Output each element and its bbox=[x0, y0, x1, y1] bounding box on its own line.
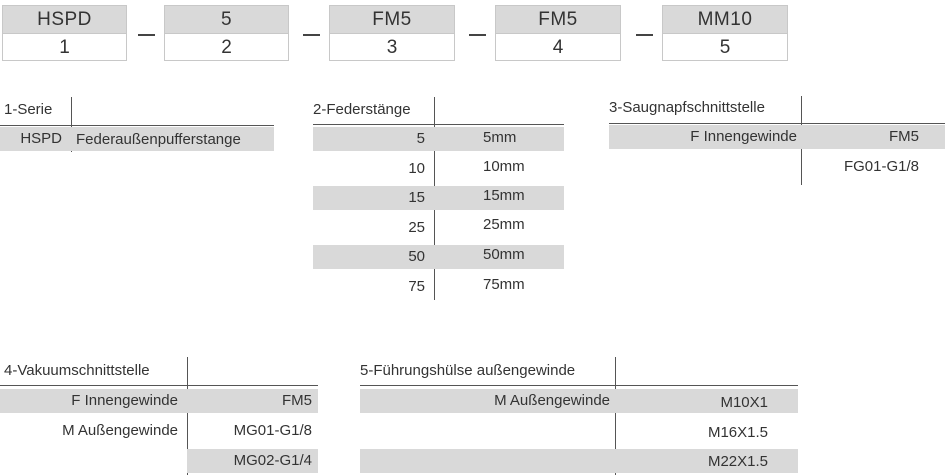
interface-code: FM5 bbox=[889, 128, 919, 145]
table-header-line bbox=[609, 123, 945, 124]
guide-sleeve-code: M16X1.5 bbox=[707, 424, 768, 441]
table-header-line bbox=[313, 124, 564, 125]
order-code-position: 2 bbox=[221, 37, 232, 58]
spring-rod-table-title: 2-Federstänge bbox=[313, 101, 411, 118]
suction-cup-interface-title: 3-Saugnapfschnittstelle bbox=[609, 99, 765, 116]
interface-code: MG02-G1/4 bbox=[233, 452, 312, 469]
spring-rod-code: 10 bbox=[408, 160, 425, 177]
guide-sleeve-code: M10X1 bbox=[720, 394, 768, 411]
spring-rod-length: 25mm bbox=[483, 216, 525, 233]
spring-rod-length: 15mm bbox=[483, 187, 525, 204]
interface-type: F Innengewinde bbox=[71, 392, 178, 409]
order-code-value: HSPD bbox=[3, 6, 126, 34]
code-separator-dash bbox=[303, 34, 320, 36]
order-code-box-1 bbox=[2, 5, 127, 61]
guide-sleeve-title: 5-Führungshülse außengewinde bbox=[360, 362, 576, 379]
interface-code: MG01-G1/8 bbox=[233, 422, 312, 439]
series-table-title: 1-Serie bbox=[4, 101, 53, 118]
order-code-value: 5 bbox=[165, 6, 288, 34]
order-code-position: 3 bbox=[386, 37, 398, 58]
order-code-position: 4 bbox=[552, 37, 564, 58]
spring-rod-length: 75mm bbox=[483, 276, 525, 293]
spring-rod-code: 75 bbox=[408, 278, 425, 295]
table-header-line bbox=[0, 385, 318, 386]
interface-code: FG01-G1/8 bbox=[843, 158, 919, 175]
spring-rod-code: 15 bbox=[408, 189, 425, 206]
interface-code: FM5 bbox=[282, 392, 312, 409]
order-code-box-2 bbox=[164, 5, 289, 61]
code-separator-dash bbox=[469, 34, 486, 36]
order-code-value: FM5 bbox=[496, 6, 620, 34]
order-code-value: MM10 bbox=[663, 6, 787, 34]
table-header-line bbox=[360, 385, 798, 386]
spring-rod-length: 10mm bbox=[483, 158, 525, 175]
guide-sleeve-type: M Außengewinde bbox=[494, 392, 610, 409]
spring-rod-code: 50 bbox=[408, 248, 425, 265]
interface-type: F Innengewinde bbox=[690, 128, 797, 145]
vacuum-interface-title: 4-Vakuumschnittstelle bbox=[4, 362, 150, 379]
spring-rod-length: 50mm bbox=[483, 246, 525, 263]
series-code: HSPD bbox=[20, 130, 62, 147]
series-description: Federaußenpufferstange bbox=[76, 131, 241, 148]
order-code-position: 5 bbox=[719, 37, 731, 58]
table-header-line bbox=[0, 125, 274, 126]
guide-sleeve-code: M22X1.5 bbox=[707, 453, 768, 470]
order-code-box-5 bbox=[662, 5, 788, 61]
order-code-position: 1 bbox=[59, 37, 70, 58]
order-code-value: FM5 bbox=[330, 6, 454, 34]
spring-rod-code: 5 bbox=[416, 130, 425, 147]
order-code-box-4 bbox=[495, 5, 621, 61]
order-code-box-3 bbox=[329, 5, 455, 61]
spring-rod-code: 25 bbox=[408, 219, 425, 236]
code-separator-dash bbox=[636, 34, 653, 36]
spring-rod-length: 5mm bbox=[483, 129, 517, 146]
interface-type: M Außengewinde bbox=[62, 422, 178, 439]
code-separator-dash bbox=[138, 34, 155, 36]
